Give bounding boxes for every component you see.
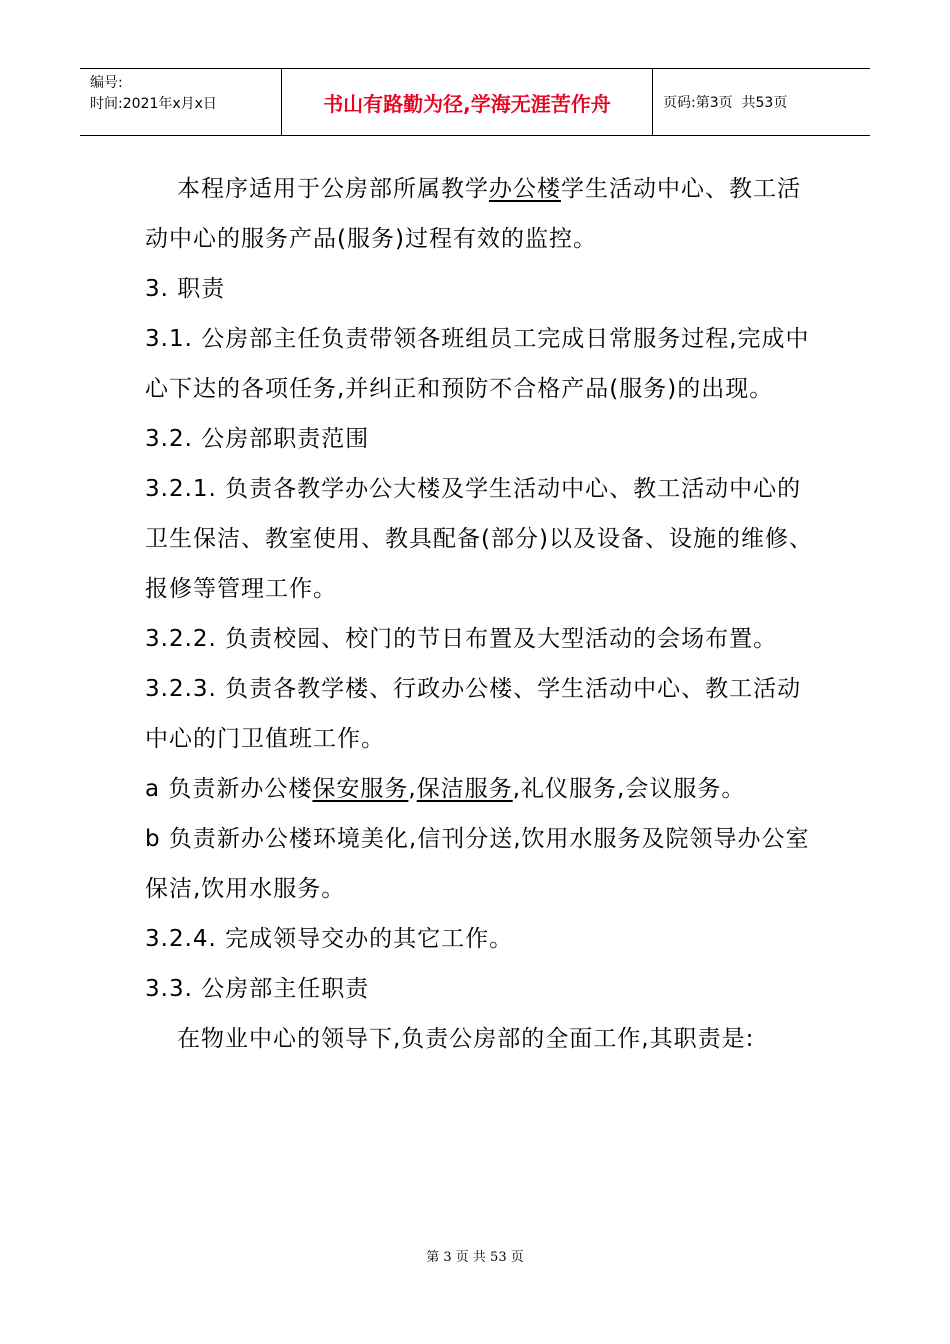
header-meta xyxy=(80,69,282,135)
paragraph-3-1: 3.1. 公房部主任负责带领各班组员工完成日常服务过程,完成中心下达的各项任务,并纠正和预防不合格产品(服务)的出现。 xyxy=(145,326,810,402)
page-header xyxy=(80,68,870,136)
security-service-link[interactable]: 保安服务 xyxy=(312,776,409,802)
paragraph-item-b: b 负责新办公楼环境美化,信刊分送,饮用水服务及院领导办公室保洁,饮用水服务。 xyxy=(145,826,810,902)
document-time-label: 时间:2021年x月x日 xyxy=(90,96,217,112)
document-number-label: 编号: xyxy=(90,75,123,91)
paragraph-scope xyxy=(145,164,813,264)
cleaning-service-link[interactable]: 保洁服务 xyxy=(416,776,513,802)
header-page-info: 页码:第3页 共53页 xyxy=(663,95,788,111)
paragraph-3-2-2: 3.2.2. 负责校园、校门的节日布置及大型活动的会场布置。 xyxy=(145,626,778,652)
item-a-text-start: a 负责新办公楼 xyxy=(145,776,313,802)
header-motto: 书山有路勤为径,学海无涯苦作舟 xyxy=(282,69,653,135)
scope-text-start: 本程序适用于公房部所属教学 xyxy=(177,176,489,202)
document-body xyxy=(145,164,813,1064)
scope-text-end: 学生活动中心、教工活动中心的服务产品(服务)过程有效的监控。 xyxy=(145,176,801,252)
page-footer: 第 3 页 共 53 页 xyxy=(426,1250,524,1265)
item-a-text-end: ,礼仪服务,会议服务。 xyxy=(512,776,746,802)
item-a-separator: , xyxy=(408,776,417,802)
section-heading-3-2: 3.2. 公房部职责范围 xyxy=(145,426,370,452)
section-heading-duties: 3. 职责 xyxy=(145,276,226,302)
paragraph-3-2-3: 3.2.3. 负责各教学楼、行政办公楼、学生活动中心、教工活动中心的门卫值班工作。 xyxy=(145,676,802,752)
paragraph-3-2-1: 3.2.1. 负责各教学办公大楼及学生活动中心、教工活动中心的卫生保洁、教室使用、教具配备(部分)以及设备、设施的维修、报修等管理工作。 xyxy=(145,476,813,602)
office-building-link[interactable]: 办公楼 xyxy=(489,176,561,202)
paragraph-3-2-4: 3.2.4. 完成领导交办的其它工作。 xyxy=(145,926,514,952)
paragraph-director-duties: 在物业中心的领导下,负责公房部的全面工作,其职责是: xyxy=(177,1026,755,1052)
paragraph-item-a xyxy=(145,764,813,814)
section-heading-3-3: 3.3. 公房部主任职责 xyxy=(145,976,370,1002)
